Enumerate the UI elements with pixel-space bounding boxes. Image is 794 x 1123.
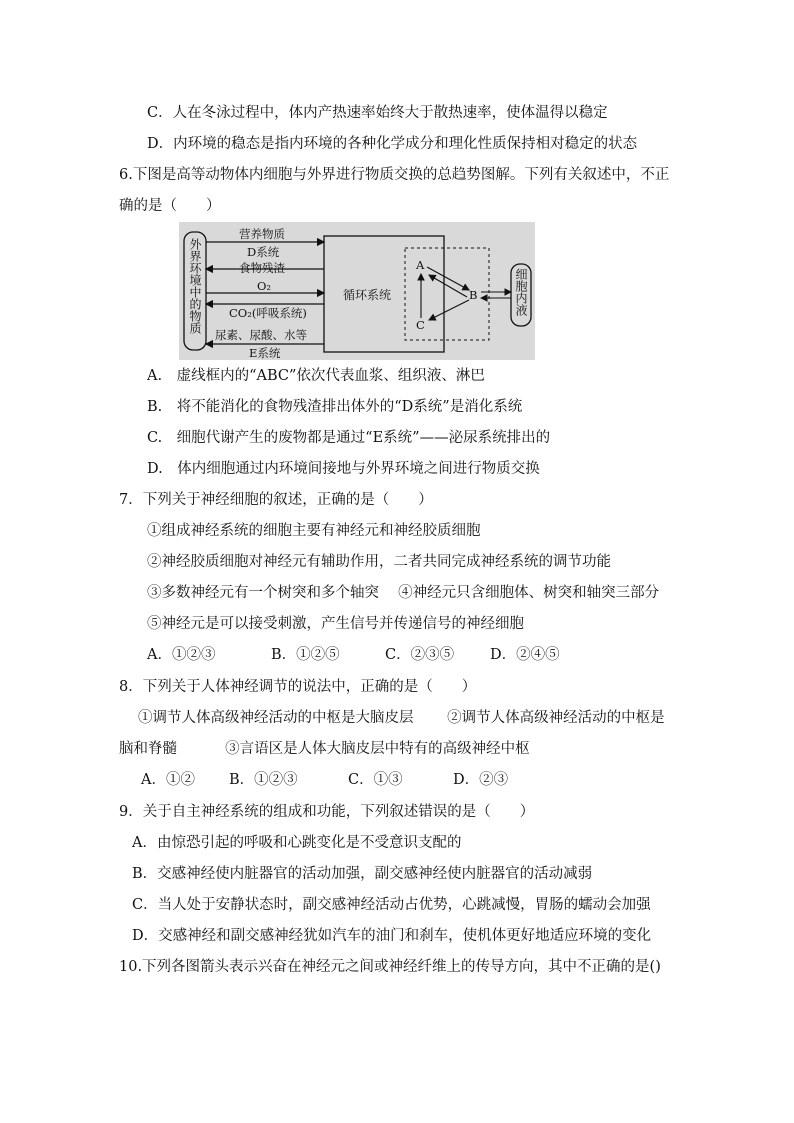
q8-option-a: A．①② bbox=[141, 772, 195, 788]
circulation-label: 循环系统 bbox=[343, 288, 392, 302]
q8-statement-line1: ①调节人体高级神经活动的中枢是大脑皮层 ②调节人体高级神经活动的中枢是 bbox=[138, 710, 665, 726]
q7-statement-2: ②神经胶质细胞对神经元有辅助作用，二者共同完成神经系统的调节功能 bbox=[147, 554, 611, 570]
q9-option-c: C．当人处于安静状态时，副交感神经活动占优势，心跳减慢，胃肠的蠕动会加强 bbox=[132, 897, 651, 913]
food-residue-label: 食物残渣 bbox=[239, 261, 285, 275]
o2-label: O₂ bbox=[257, 279, 272, 293]
q7-option-d: D．②④⑤ bbox=[490, 647, 560, 663]
q9-option-b: B．交感神经使内脏器官的活动加强，副交感神经使内脏器官的活动减弱 bbox=[132, 866, 593, 882]
q8-statement-line2: 脑和脊髓 ③言语区是人体大脑皮层中特有的高级神经中枢 bbox=[119, 741, 530, 757]
q9-option-a: A．由惊恐引起的呼吸和心跳变化是不受意识支配的 bbox=[132, 835, 462, 851]
q6-option-a: A. 虚线框内的“ABC”依次代表血浆、组织液、淋巴 bbox=[147, 368, 485, 384]
q9-stem: 9．关于自主神经系统的组成和功能，下列叙述错误的是（ ） bbox=[119, 804, 535, 820]
q6-stem-line1: 6.下图是高等动物体内细胞与外界进行物质交换的总趋势图解。下列有关叙述中，不正 bbox=[119, 167, 670, 183]
q7-option-a: A．①②③ bbox=[147, 647, 216, 663]
node-c: C bbox=[416, 318, 425, 332]
left-box-label: 外界环境中的物质 bbox=[188, 238, 202, 334]
q7-statement-1: ①组成神经系统的细胞主要有神经元和神经胶质细胞 bbox=[147, 523, 481, 539]
q7-statement-5: ⑤神经元是可以接受刺激，产生信号并传递信号的神经细胞 bbox=[147, 616, 524, 632]
q6-option-d: D. 体内细胞通过内环境间接地与外界环境之间进行物质交换 bbox=[147, 461, 540, 477]
q5-option-c: C．人在冬泳过程中，体内产热速率始终大于散热速率，使体温得以稳定 bbox=[147, 105, 608, 121]
q8-stem: 8．下列关于人体神经调节的说法中，正确的是（ ） bbox=[119, 679, 477, 695]
e-system-label: E系统 bbox=[249, 346, 281, 360]
q7-option-b: B．①②⑤ bbox=[271, 647, 340, 663]
q6-option-b: B. 将不能消化的食物残渣排出体外的“D系统”是消化系统 bbox=[147, 399, 523, 415]
node-a: A bbox=[416, 258, 425, 272]
node-b: B bbox=[469, 288, 478, 302]
q7-option-c: C．②③⑤ bbox=[385, 647, 455, 663]
q8-option-d: D．②③ bbox=[453, 772, 509, 788]
d-system-label: D系统 bbox=[247, 245, 280, 259]
q9-option-d: D．交感神经和副交感神经犹如汽车的油门和刹车，使机体更好地适应环境的变化 bbox=[132, 928, 652, 944]
co2-label: CO₂(呼吸系统) bbox=[229, 306, 307, 320]
nutrient-label: 营养物质 bbox=[239, 227, 285, 241]
q7-stem: 7．下列关于神经细胞的叙述，正确的是（ ） bbox=[119, 492, 433, 508]
q8-option-c: C．①③ bbox=[348, 772, 403, 788]
waste-label: 尿素、尿酸、水等 bbox=[215, 328, 307, 342]
q6-stem-line2: 确的是（ ） bbox=[119, 198, 221, 214]
q10-stem: 10.下列各图箭头表示兴奋在神经元之间或神经纤维上的传导方向，其中不正确的是() bbox=[119, 959, 661, 975]
q6-diagram bbox=[179, 222, 535, 360]
q6-option-c: C. 细胞代谢产生的废物都是通过“E系统”——泌尿系统排出的 bbox=[147, 430, 551, 446]
q8-option-b: B．①②③ bbox=[229, 772, 298, 788]
q7-statement-3-4: ③多数神经元有一个树突和多个轴突 ④神经元只含细胞体、树突和轴突三部分 bbox=[147, 585, 660, 601]
q5-option-d: D．内环境的稳态是指内环境的各种化学成分和理化性质保持相对稳定的状态 bbox=[147, 136, 638, 152]
right-box-label: 细胞内液 bbox=[514, 268, 528, 316]
